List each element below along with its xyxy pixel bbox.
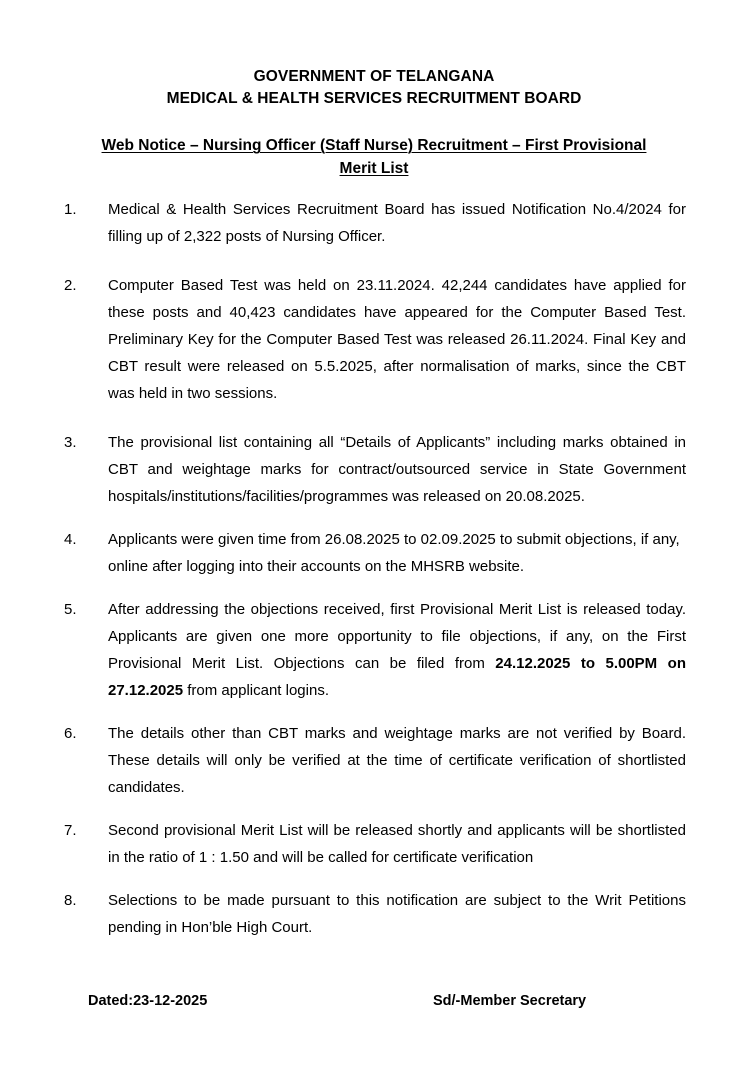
notice-body — [62, 196, 686, 951]
list-item — [62, 196, 686, 250]
list-item — [62, 429, 686, 510]
list-item-number: 3. — [64, 434, 77, 451]
list-item-text: Computer Based Test was held on 23.11.2024. 42,244 candidates have applied for these posts and 40,423 candidates have appeared for the Computer Based Test. Preliminary Key for the Computer Based Test was released 26.11.2024. Final Key and CBT result were released on 5.5.2025, after normalisation of marks, since the CBT was held in two sessions. — [108, 277, 686, 402]
list-item — [62, 526, 686, 580]
page-title-line-1: Web Notice – Nursing Officer (Staff Nurse) Recruitment – First Provisional — [101, 137, 647, 154]
list-item-text: The details other than CBT marks and weightage marks are not verified by Board. These details will only be verified at the time of certificate verification of shortlisted candidates. — [108, 725, 686, 796]
list-item-text: The provisional list containing all “Details of Applicants” including marks obtained in CBT and weightage marks for contract/outsourced service in State Government hospitals/institutions/facilities/programmes was released on 20.08.2025. — [108, 434, 686, 505]
government-name: GOVERNMENT OF TELANGANA — [253, 68, 495, 85]
board-name: MEDICAL & HEALTH SERVICES RECRUITMENT BOARD — [166, 90, 582, 107]
list-item-text: Medical & Health Services Recruitment Board has issued Notification No.4/2024 for filling up of 2,322 posts of Nursing Officer. — [108, 201, 686, 245]
list-item-number: 5. — [64, 601, 77, 618]
list-item-text-before-bold: After addressing the objections received, first Provisional Merit List is released today. Applicants are given one more opportunity to file objections, if any, on the First Provisional Merit List. Objections can be filed from — [108, 601, 686, 672]
signature-label: Sd/-Member Secretary — [433, 993, 587, 1009]
list-item-text: Second provisional Merit List will be released shortly and applicants will be shortlisted in the ratio of 1 : 1.50 and will be called for certificate verification — [108, 822, 686, 866]
list-item-text-after-bold: from applicant logins. — [183, 682, 329, 699]
list-item-number: 8. — [64, 892, 77, 909]
list-item-text: Selections to be made pursuant to this notification are subject to the Writ Petitions pending in Hon’ble High Court. — [108, 892, 686, 936]
page-title — [40, 134, 708, 180]
page-title-line-2: Merit List — [339, 160, 409, 177]
list-item-text: Applicants were given time from 26.08.2025 to 02.09.2025 to submit objections, if any, online after logging into their accounts on the MHSRB website. — [108, 531, 680, 575]
list-item-number: 1. — [64, 201, 77, 218]
list-item — [62, 596, 686, 704]
objection-window-dates: 24.12.2025 to 5.00PM on 27.12.2025 — [108, 655, 686, 699]
list-item-number: 4. — [64, 531, 77, 548]
list-item — [62, 887, 686, 941]
list-item-number: 2. — [64, 277, 77, 294]
list-item-text — [108, 596, 686, 704]
list-item-number: 7. — [64, 822, 77, 839]
list-item-number: 6. — [64, 725, 77, 742]
dated-label: Dated:23-12-2025 — [88, 993, 208, 1009]
document-header — [0, 66, 748, 110]
list-item — [62, 720, 686, 801]
document-footer — [0, 989, 748, 1015]
list-item — [62, 817, 686, 871]
list-item — [62, 272, 686, 407]
